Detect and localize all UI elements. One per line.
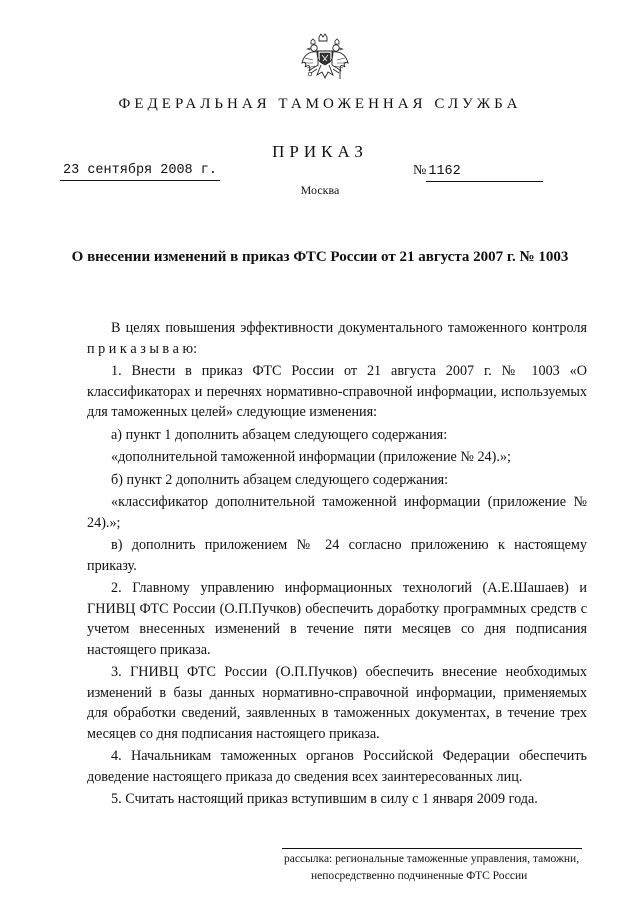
order-heading: ПРИКАЗ [272,142,368,161]
document-title: О внесении изменений в приказ ФТС России от 21 августа 2007 г. № 1003 [71,249,569,265]
document-body [87,318,587,812]
body-paragraph: 3. ГНИВЦ ФТС России (О.П.Пучков) обеспечить внесение необходимых изменений в базы данных нормативно-справочной информации, применяемых для обработки сведений, заявленных в таможенных документах, в течение трех месяцев со дня подписания настоящего приказа. [87,664,587,742]
body-paragraph: «дополнительной таможенной информации (приложение № 24).»; [111,449,511,465]
distribution-line: рассылка: региональные таможенные управления, таможни, [284,853,580,865]
body-paragraph: 4. Начальникам таможенных органов Российской Федерации обеспечить доведение настоящего приказа до сведения всех заинтересованных лиц. [87,748,587,785]
body-paragraph: в) дополнить приложением № 24 согласно приложению к настоящему приказу. [87,537,587,574]
distribution-divider [282,848,582,849]
order-city: Москва [300,183,340,197]
body-paragraph: б) пункт 2 дополнить абзацем следующего содержания: [111,471,449,488]
body-paragraph: В целях повышения эффективности документального таможенного контроля п р и к а з ы в а ю: [87,320,587,357]
body-paragraph: 5. Считать настоящий приказ вступившим в силу с 1 января 2009 года. [111,791,538,807]
number-sign: № [413,163,427,178]
distribution-list [284,851,584,885]
distribution-line: непосредственно подчиненные ФТС России [311,870,528,882]
body-paragraph: а) пункт 1 дополнить абзацем следующего содержания: [111,426,448,443]
agency-name: ФЕДЕРАЛЬНАЯ ТАМОЖЕННАЯ СЛУЖБА [118,96,522,112]
order-number-field [413,162,543,182]
body-paragraph: 1. Внести в приказ ФТС России от 21 августа 2007 г. № 1003 «О классификаторах и перечнях нормативно-справочной информации, используемых для таможенных целей» следующие изменения: [87,363,587,420]
order-number: 1162 [426,163,543,182]
order-date: 23 сентября 2008 г. [60,162,220,181]
state-emblem-icon [299,33,351,85]
body-paragraph: «классификатор дополнительной таможенной информации (приложение № 24).»; [87,494,587,531]
body-paragraph: 2. Главному управлению информационных технологий (А.Е.Шашаев) и ГНИВЦ ФТС России (О.П.Пучков) обеспечить доработку программных средств с учетом внесенных изменений в течение пяти месяцев со дня подписания настоящего приказа. [87,580,587,658]
